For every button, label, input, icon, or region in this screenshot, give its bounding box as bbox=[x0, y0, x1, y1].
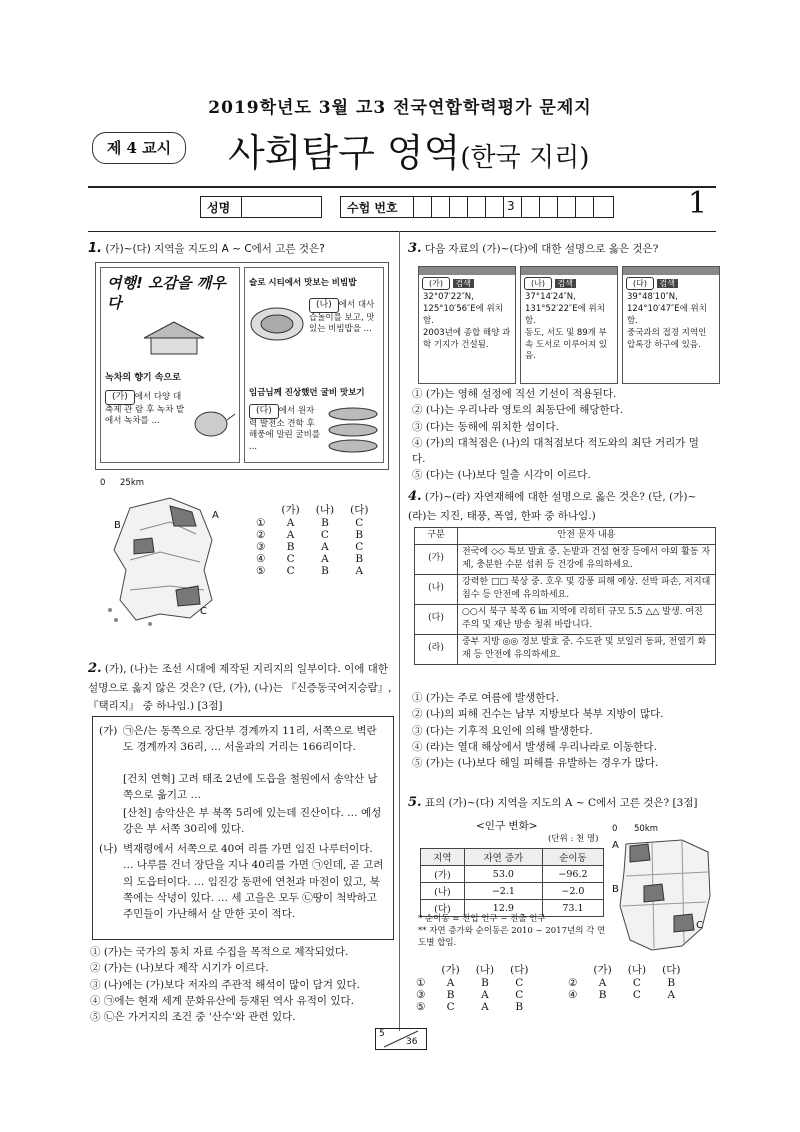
choice-value: B bbox=[667, 977, 676, 989]
choice-value: C bbox=[355, 517, 364, 529]
q1-choice-1[interactable] bbox=[248, 517, 376, 529]
q2-choice-5[interactable]: ⑤ ㉡은 가거지의 조건 중 '산수'와 관련 있다. bbox=[90, 1011, 296, 1024]
choice-number: ④ bbox=[256, 553, 266, 565]
phone-status-bar bbox=[419, 267, 515, 275]
q1-answer-header-na: (나) bbox=[315, 504, 335, 516]
choice-value: B bbox=[286, 541, 295, 553]
name-box bbox=[200, 196, 322, 218]
q5-answer-table-right bbox=[560, 962, 688, 1001]
q1-map-label-b: B bbox=[114, 520, 121, 531]
q1-book-right-page bbox=[244, 267, 384, 463]
choice-number: ⑤ bbox=[416, 1001, 426, 1013]
q4-row-value: 전국에 ◇◇ 특보 발효 중. 논밭과 건설 현장 등에서 야외 활동 자제, 충분한 수분 섭취 등 건강에 유의하세요. bbox=[458, 544, 716, 574]
q5-map-zero: 0 bbox=[612, 824, 618, 834]
jeolla-map-outline bbox=[100, 490, 240, 628]
q5-header-region: 지역 bbox=[421, 849, 465, 866]
choice-value: A bbox=[481, 1001, 489, 1013]
q3-choice-3[interactable]: ③ (다)는 동해에 위치한 섬이다. bbox=[412, 420, 559, 433]
q4-choice-5[interactable]: ⑤ (가)는 (나)보다 해일 피해를 유발하는 경우가 많다. bbox=[412, 757, 659, 770]
q5-choice-4[interactable] bbox=[560, 989, 688, 1001]
q2-number: 2. bbox=[88, 661, 102, 676]
q1-map-zero: 0 bbox=[100, 478, 106, 488]
q3-phone-na-coord: 37°14′24″N, 131°52′22″E에 위치함. bbox=[525, 292, 605, 326]
q5-choice-2[interactable] bbox=[560, 977, 688, 989]
q4-row-key: (라) bbox=[415, 634, 458, 664]
q3-phone-ga-coord: 32°07′22″N, 125°10′56″E에 위치함. bbox=[423, 292, 503, 326]
q5-answer-header-na: (나) bbox=[627, 964, 647, 976]
q5-answer-header bbox=[560, 962, 688, 977]
choice-value: A bbox=[355, 565, 364, 577]
q3-phone-ga-note: 2003년에 종합 해양 과학 기지가 건설됨. bbox=[423, 327, 511, 350]
q3-phone-ga bbox=[418, 266, 516, 384]
q1-tea-title: 녹차의 향기 속으로 bbox=[105, 373, 181, 383]
phone-status-bar bbox=[623, 267, 719, 275]
choice-value: B bbox=[321, 565, 329, 577]
choice-value: B bbox=[321, 517, 329, 529]
q3-choice-5[interactable]: ⑤ (다)는 (나)보다 일출 시각이 이르다. bbox=[412, 469, 591, 482]
q4-choice-4[interactable]: ④ (라)는 열대 해상에서 발생해 우리나라로 이동한다. bbox=[412, 740, 657, 753]
q1-bibim-desc: 에서 대사습놀이를 보고, 맛있는 비빔밥을 ... bbox=[309, 300, 375, 335]
q5-answer-header-na: (나) bbox=[475, 964, 495, 976]
choice-value: B bbox=[481, 977, 489, 989]
choice-number: ④ bbox=[568, 989, 578, 1001]
q1-choice-3[interactable] bbox=[248, 541, 376, 553]
q1-answer-header-ga: (가) bbox=[281, 504, 300, 516]
q3-phone-na-note: 동도, 서도 및 89개 부속 도서로 이루어져 있음. bbox=[525, 327, 608, 362]
q2-choice-1[interactable]: ① (가)는 국가의 통치 자료 수집을 목적으로 제작되었다. bbox=[90, 946, 349, 958]
exam-number-label: 수험 번호 bbox=[347, 201, 398, 215]
choice-value: C bbox=[446, 1001, 455, 1013]
choice-value: A bbox=[446, 977, 455, 989]
q5-row-migration: −2.0 bbox=[542, 883, 603, 900]
table-row bbox=[421, 866, 604, 883]
table-row bbox=[415, 544, 716, 574]
gulbi-illustration bbox=[323, 404, 381, 456]
q2-stem bbox=[88, 658, 393, 716]
q5-map bbox=[612, 824, 716, 954]
choice-value: B bbox=[598, 989, 607, 1001]
subject-main: 사회탐구 영역 bbox=[228, 131, 461, 175]
q5-answer-header-ga: (가) bbox=[441, 964, 460, 976]
q5-row-key: (가) bbox=[421, 866, 465, 883]
q2-ga-label: (가) bbox=[99, 725, 118, 737]
choice-value: B bbox=[355, 553, 364, 565]
q4-choice-1[interactable]: ① (가)는 주로 여름에 발생한다. bbox=[412, 692, 559, 704]
q5-choice-3[interactable] bbox=[408, 989, 536, 1001]
table-row bbox=[415, 634, 716, 664]
exam-title: 2019학년도 3월 고3 전국연합학력평가 문제지 bbox=[208, 98, 592, 118]
header-rule bbox=[88, 186, 716, 188]
q3-phone-da-note: 중국과의 접경 지역인 압록강 하구에 있음. bbox=[627, 327, 707, 350]
q3-phone-ga-tag: (가) bbox=[422, 277, 450, 290]
q1-tea-desc: 에서 다양 대축제 관 람 후 녹차 밭 에서 녹차를 ... bbox=[105, 392, 185, 427]
q3-phone-na-search[interactable]: 검색 bbox=[555, 279, 576, 288]
choice-value: C bbox=[632, 977, 641, 989]
subject-sub: (한국 지리) bbox=[460, 143, 590, 173]
q4-choices bbox=[412, 690, 712, 771]
q4-row-key: (가) bbox=[415, 544, 458, 574]
q2-choice-3[interactable]: ③ (나)에는 (가)보다 저자의 주관적 해석이 많이 담겨 있다. bbox=[90, 978, 360, 991]
q1-number: 1. bbox=[88, 241, 102, 256]
choice-value: C bbox=[515, 989, 524, 1001]
q3-choice-4[interactable]: ④ (가)의 대척점은 (나)의 대척점보다 적도와의 최단 거리가 멀다. bbox=[412, 436, 699, 466]
choice-value: B bbox=[515, 1001, 524, 1013]
q5-row-natural: −2.1 bbox=[464, 883, 542, 900]
q4-row-value: 강력한 □□ 북상 중. 호우 및 강풍 피해 예상. 선박 파손, 저지대 침수 등 안전에 유의하세요. bbox=[458, 574, 716, 604]
q5-answer-header-da: (다) bbox=[510, 964, 529, 976]
q3-phone-da-coord: 39°48′10″N, 124°10′47″E에 위치함. bbox=[627, 292, 707, 326]
q3-phone-ga-search[interactable]: 검색 bbox=[453, 279, 474, 288]
q1-book bbox=[95, 262, 389, 470]
q5-table bbox=[420, 848, 604, 917]
q1-book-title: 여행! 오감을 깨우다 bbox=[107, 274, 226, 312]
q1-choice-4[interactable] bbox=[248, 553, 376, 565]
q1-choice-5[interactable] bbox=[248, 565, 376, 577]
choice-value: A bbox=[321, 541, 329, 553]
exam-number-box bbox=[340, 196, 614, 218]
q1-gulbi-text bbox=[249, 404, 321, 454]
q4-header-content: 안전 문자 내용 bbox=[458, 528, 716, 545]
q5-answer-table-left bbox=[408, 962, 536, 1013]
q3-text: 다음 자료의 (가)~(다)에 대한 설명으로 옳은 것은? bbox=[424, 243, 659, 255]
q5-row-migration: 73.1 bbox=[542, 900, 603, 917]
period-badge bbox=[92, 132, 186, 164]
q5-choice-5[interactable] bbox=[408, 1001, 536, 1013]
q5-table-header bbox=[421, 849, 604, 866]
choice-value: A bbox=[286, 529, 295, 541]
q2-choices bbox=[90, 944, 395, 1025]
q5-table-title: <인구 변화> bbox=[476, 820, 538, 832]
house-illustration bbox=[139, 318, 209, 358]
choice-value: C bbox=[286, 553, 295, 565]
teapot-illustration bbox=[191, 398, 235, 442]
choice-value: B bbox=[446, 989, 455, 1001]
q2-ga-text2: [건치 연혁] 고려 태조 2년에 도읍을 철원에서 송악산 남쪽으로 옮기고 … bbox=[123, 773, 378, 802]
q4-choice-2[interactable]: ② (나)의 피해 건수는 남부 지방보다 북부 지방이 많다. bbox=[412, 708, 664, 721]
q4-row-value: ○○시 북구 북쪽 6 ㎞ 지역에 리히터 규모 5.5 △△ 발생. 여진 주의 및 재난 방송 청취 바랍니다. bbox=[458, 604, 716, 634]
q3-phone-da-search[interactable]: 검색 bbox=[657, 279, 678, 288]
q1-choice-2[interactable] bbox=[248, 529, 376, 541]
subject-title bbox=[228, 122, 589, 177]
q1-gulbi-tag: (다) bbox=[249, 404, 279, 419]
q4-table bbox=[414, 527, 716, 665]
q5-map-label-b: B bbox=[612, 884, 619, 895]
page-counter bbox=[375, 1028, 427, 1050]
choice-value: A bbox=[321, 553, 329, 565]
q3-choice-1[interactable]: ① (가)는 영해 설정에 직선 기선이 적용된다. bbox=[412, 388, 617, 400]
q1-gulbi-title: 임금님께 진상했던 굴비 맛보기 bbox=[249, 388, 365, 398]
name-label: 성명 bbox=[207, 201, 231, 215]
q4-header-kind: 구분 bbox=[415, 528, 458, 545]
choice-number: ⑤ bbox=[256, 565, 266, 577]
q3-phone-na bbox=[520, 266, 618, 384]
choice-number: ② bbox=[256, 529, 266, 541]
q4-stem bbox=[408, 486, 713, 526]
q2-ga-text3: [산천] 송악산은 부 북쪽 5리에 있는데 진산이다. … 예성강은 부 서쪽 30리에 있다. bbox=[123, 807, 382, 836]
q3-phone-da bbox=[622, 266, 720, 384]
q3-phone-da-tag: (다) bbox=[626, 277, 654, 290]
choice-number: ① bbox=[256, 517, 266, 529]
period-label: 제 4 교시 bbox=[106, 139, 172, 157]
q5-answer-header-da: (다) bbox=[662, 964, 681, 976]
table-row bbox=[421, 883, 604, 900]
q1-map bbox=[100, 478, 240, 628]
choice-value: C bbox=[355, 541, 364, 553]
q1-answer-header bbox=[248, 502, 376, 517]
q5-row-key: (다) bbox=[421, 900, 465, 917]
q1-answer-table bbox=[248, 502, 376, 577]
footer-page: 5 bbox=[379, 1029, 385, 1039]
q1-bibim-text bbox=[309, 298, 381, 336]
q1-stem bbox=[88, 238, 393, 260]
choice-value: C bbox=[632, 989, 641, 1001]
q5-row-key: (나) bbox=[421, 883, 465, 900]
q5-row-natural: 12.9 bbox=[464, 900, 542, 917]
q5-note-1: * 순이동 = 전입 인구 − 전출 인구 bbox=[418, 914, 546, 924]
body-top-rule bbox=[88, 231, 716, 232]
choice-number: ③ bbox=[256, 541, 266, 553]
q5-text: 표의 (가)~(다) 지역을 지도의 A ~ C에서 고른 것은? [3점] bbox=[424, 797, 698, 809]
q1-bibim-tag: (나) bbox=[309, 298, 339, 313]
q5-choice-1[interactable] bbox=[408, 977, 536, 989]
q2-choice-4[interactable]: ④ ㉠에는 현재 세계 문화유산에 등재된 역사 유적이 있다. bbox=[90, 994, 355, 1007]
q2-source-box bbox=[92, 716, 394, 940]
page-number: 1 bbox=[688, 186, 708, 221]
q5-header-migration: 순이동 bbox=[542, 849, 603, 866]
table-row bbox=[415, 604, 716, 634]
q4-table-header bbox=[415, 528, 716, 545]
q1-map-scale: 25km bbox=[120, 478, 145, 488]
q4-text: (가)~(라) 자연재해에 대한 설명으로 옳은 것은? (단, (가)~(라)는 지진, 태풍, 폭염, 한파 중 하나임.) bbox=[408, 491, 697, 523]
q2-na-text: 벽재령에서 서쪽으로 40여 리를 가면 임진 나루터이다. … 나루를 건너 장단을 지나 40리를 가면 ㉠인데, 곧 고려의 도읍터이다. … 임진강 동편에 연천과 마전이 있고, 북쪽에는 삭녕이 있다. … 세 고을은 모두 ㉡땅이 척박하고 주민들이 가난해서 살 만한 곳이 적다. bbox=[123, 843, 384, 921]
q4-choice-3[interactable]: ③ (다)는 기후적 요인에 의해 발생한다. bbox=[412, 724, 593, 737]
column-divider bbox=[399, 231, 400, 1031]
q5-note-2: ** 자연 증가와 순이동은 2010 ~ 2017년의 각 연도별 합임. bbox=[418, 925, 606, 948]
q5-map-label-a: A bbox=[612, 840, 619, 851]
q5-row-migration: −96.2 bbox=[542, 866, 603, 883]
q3-phone-na-tag: (나) bbox=[524, 277, 552, 290]
q1-answer-header-da: (다) bbox=[350, 504, 369, 516]
q1-gulbi-desc: 에서 원자력 발전소 견학 후 해풍에 말린 굴비를 ... bbox=[249, 406, 321, 453]
choice-value: B bbox=[355, 529, 364, 541]
q1-bibim-title: 슬로 시티에서 맛보는 비빔밥 bbox=[249, 278, 357, 288]
choice-value: C bbox=[515, 977, 524, 989]
q4-number: 4. bbox=[408, 489, 422, 504]
q5-map-label-c: C bbox=[696, 920, 703, 931]
q4-row-value: 중부 지방 ◎◎ 경보 발효 중. 수도관 및 보일러 동파, 전열기 화재 등 안전에 유의하세요. bbox=[458, 634, 716, 664]
q2-choice-2[interactable]: ② (가)는 (나)보다 제작 시기가 이르다. bbox=[90, 962, 269, 975]
q3-choice-2[interactable]: ② (나)는 우리나라 영토의 최동단에 해당한다. bbox=[412, 404, 624, 417]
choice-number: ② bbox=[568, 977, 578, 989]
q2-ga-text1: ㉠은/는 동쪽으로 장단부 경계까지 11리, 서쪽으로 벽란도 경계까지 36리, … 서울과의 거리는 166리이다. bbox=[123, 725, 377, 754]
q1-map-label-a: A bbox=[212, 510, 219, 521]
q3-number: 3. bbox=[408, 241, 422, 256]
q5-table-unit: (단위 : 천 명) bbox=[548, 834, 599, 844]
choice-value: C bbox=[320, 529, 329, 541]
choice-value: A bbox=[286, 517, 295, 529]
q2-text: (가), (나)는 조선 시대에 제작된 지리지의 일부이다. 이에 대한 설명으로 옳지 않은 것은? (단, (가), (나)는 『신증동국여지승람』, 『택리지』 중 하나임.) [3점] bbox=[88, 663, 392, 712]
q1-map-label-c: C bbox=[200, 606, 207, 617]
table-row bbox=[415, 574, 716, 604]
footer-total: 36 bbox=[406, 1037, 418, 1047]
q5-number: 5. bbox=[408, 795, 422, 810]
choice-value: A bbox=[481, 989, 489, 1001]
q3-choices bbox=[412, 386, 712, 484]
choice-number: ① bbox=[416, 977, 426, 989]
q1-tea-tag: (가) bbox=[105, 390, 135, 405]
exam-number-digit: 3 bbox=[507, 199, 515, 213]
q1-book-left-page bbox=[100, 267, 240, 463]
gyeongsang-map-outline bbox=[612, 836, 716, 954]
choice-value: C bbox=[286, 565, 295, 577]
q5-answer-header-ga: (가) bbox=[593, 964, 612, 976]
q5-header-natural: 자연 증가 bbox=[464, 849, 542, 866]
q5-map-scale: 50km bbox=[634, 824, 659, 834]
q5-notes bbox=[418, 914, 608, 950]
q2-na-label: (나) bbox=[99, 843, 118, 855]
bibimbap-illustration bbox=[249, 304, 305, 344]
q5-stem bbox=[408, 792, 713, 814]
q4-row-key: (나) bbox=[415, 574, 458, 604]
q3-stem bbox=[408, 238, 713, 260]
choice-number: ③ bbox=[416, 989, 426, 1001]
q5-row-natural: 53.0 bbox=[464, 866, 542, 883]
q1-text: (가)~(다) 지역을 지도의 A ~ C에서 고른 것은? bbox=[105, 243, 325, 255]
q4-row-key: (다) bbox=[415, 604, 458, 634]
phone-status-bar bbox=[521, 267, 617, 275]
q1-tea-text bbox=[105, 390, 189, 428]
choice-value: A bbox=[598, 977, 607, 989]
q5-answer-header bbox=[408, 962, 536, 977]
choice-value: A bbox=[667, 989, 676, 1001]
